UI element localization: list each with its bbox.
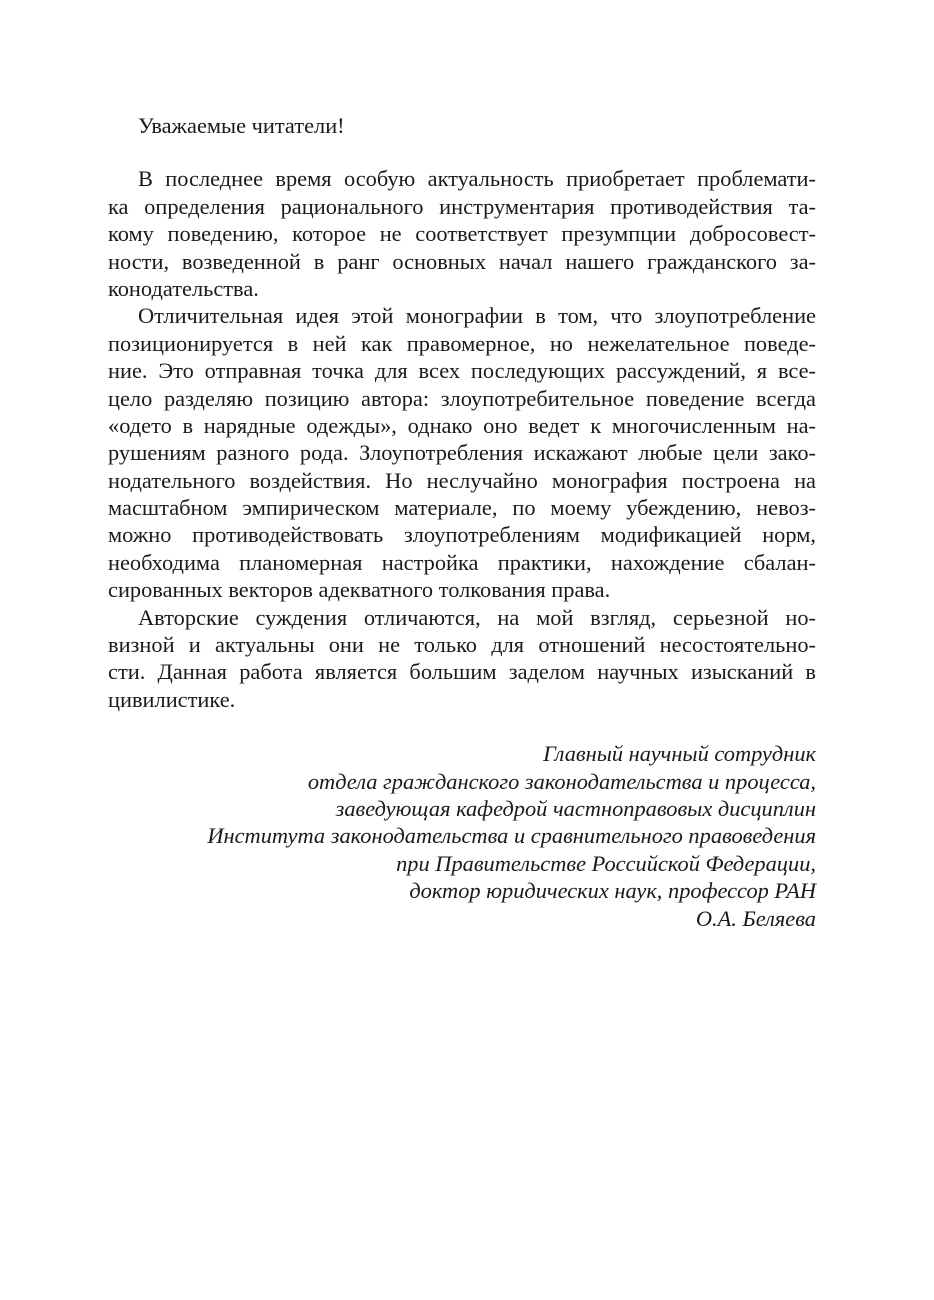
signature-line: доктор юридических наук, профессор РАН [409,878,816,904]
signature-line: Института законодательства и сравнительного правоведения [207,823,816,849]
greeting: Уважаемые читатели! [138,113,345,138]
text-line: сти. Данная работа является большим заделом научных изысканий в [108,659,816,685]
text-line: Отличительная идея этой монографии в том, что злоупотребление [138,303,816,329]
paragraph-1 [108,165,816,302]
text-line: Авторские суждения отличаются, на мой взгляд, серьезной но- [138,604,816,630]
signature-block [108,740,816,932]
text-line: цивилистике. [108,686,236,712]
text-line: масштабном эмпирическом материале, по моему убеждению, невоз- [108,495,816,521]
paragraph-3 [108,604,816,714]
foreword-page [108,112,816,932]
text-line: рушениям разного рода. Злоупотребления искажают любые цели зако- [108,440,816,466]
text-line: можно противодействовать злоупотреблениям модификацией норм, [108,522,816,548]
paragraph-2 [108,302,816,603]
text-line: ние. Это отправная точка для всех последующих рассуждений, я все- [108,358,816,384]
text-line: ка определения рационального инструментария противодействия та- [108,193,816,219]
text-line: В последнее время особую актуальность приобретает проблемати- [138,166,816,192]
text-line: конодательства. [108,275,259,301]
signature-line: Главный научный сотрудник [543,741,816,767]
text-line: кому поведению, которое не соответствует презумпции добросовест- [108,221,816,247]
text-line: ности, возведенной в ранг основных начал нашего гражданского за- [108,248,816,274]
text-line: «одето в нарядные одежды», однако оно ведет к многочисленным на- [108,412,816,438]
text-line: визной и актуальны они не только для отношений несостоятельно- [108,632,816,658]
text-line: цело разделяю позицию автора: злоупотребительное поведение всегда [108,385,816,411]
signature-line: отдела гражданского законодательства и процесса, [307,768,816,794]
signature-line: при Правительстве Российской Федерации, [396,850,816,876]
text-line: позиционируется в ней как правомерное, но нежелательное поведе- [108,330,816,356]
text-line: сированных векторов адекватного толкования права. [108,577,611,603]
spacer [108,139,816,165]
text-line: необходима планомерная настройка практики, нахождение сбалан- [108,549,816,575]
signature-line: заведующая кафедрой частноправовых дисциплин [335,795,816,821]
signature-author-name: О.А. Беляева [695,905,816,931]
text-line: нодательного воздействия. Но неслучайно монография построена на [108,467,816,493]
